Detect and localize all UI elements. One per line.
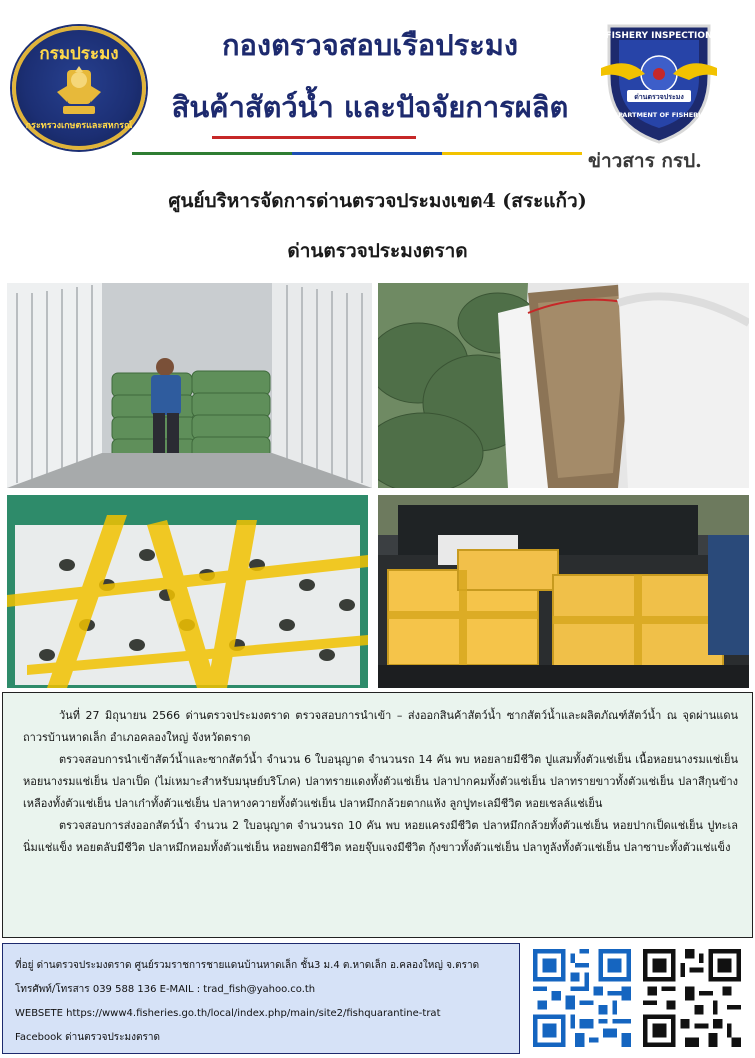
divider-blue [292, 152, 442, 155]
divider-yellow [442, 152, 582, 155]
report-paragraph-summary: วันที่ 27 มิถุนายน 2566 ด่านตรวจประมงตราด ตรวจสอบการนำเข้า – ส่งออกสินค้าสัตว์น้ำ ซากสัตว์น้ำและผลิตภัณฑ์สัตว์น้ำ ณ จุดผ่านแดนถาวรบ้านหาดเล็ก อำเภอคลองใหญ่ จังหวัดตราด [23, 709, 738, 744]
report-text-box [2, 692, 753, 938]
badge-bottom-text: DEPARTMENT OF FISHERIES [608, 111, 710, 119]
qr-code-website[interactable] [533, 943, 631, 1053]
report-paragraph-import: ตรวจสอบการนำเข้าสัตว์น้ำและซากสัตว์น้ำ จำนวน 6 ใบอนุญาต จำนวนรถ 14 คัน พบ หอยลายมีชีวิต ปูแสมทั้งตัวแช่เย็น เนื้อหอยนางรมแช่เย็น หอยนางรมแช่เย็น ปลาเป็ด (ไม่เหมาะสำหรับมนุษย์บริโภค) ปลาทรายแดงทั้งตัวแช่เย็น ปลาปากคมทั้งตัวแช่เย็น ปลาทรายขาวทั้งตัวแช่เย็น ปลาสีกุนข้างเหลืองทั้งตัวแช่เย็น ปลาเก๋าทั้งตัวแช่เย็น ปลาหางควายทั้งตัวแช่เย็น ปลาหมึกกล้วยตากแห้ง ลูกปูทะเลมีชีวิต หอยเชลล์แช่เย็น [23, 753, 738, 810]
photo-truck-container-inspection [7, 283, 372, 488]
contact-website: WEBSETE https://www4.fisheries.go.th/local/index.php/main/site2/fishquarantine-trat [15, 1008, 441, 1019]
page-title-line2: สินค้าสัตว์น้ำ และปัจจัยการผลิต [171, 90, 569, 124]
photo-sacks-closeup [378, 283, 749, 488]
divider-green [132, 152, 292, 155]
department-of-fisheries-seal [12, 26, 146, 150]
page-title-line1: กองตรวจสอบเรือประมง [221, 28, 519, 62]
subtitle-checkpoint: ด่านตรวจประมงตราด [287, 240, 468, 262]
photo-boxes-in-pickup [378, 495, 749, 688]
contact-address: ที่อยู่ ด่านตรวจประมงตราด ศูนย์รวมราชการชายแดนบ้านหาดเล็ก ชั้น3 ม.4 ต.หาดเล็ก อ.คลองใหญ่ จ.ตราด [15, 960, 480, 971]
seal-bottom-text: กระทรวงเกษตรและสหกรณ์ [25, 121, 133, 131]
contact-facebook: Facebook ด่านตรวจประมงตราด [15, 1032, 160, 1043]
subtitle-region: ศูนย์บริหารจัดการด่านตรวจประมงเขต4 (สระแก้ว) [168, 190, 587, 212]
fishery-inspection-badge [593, 18, 725, 148]
seal-top-text: กรมประมง [39, 44, 119, 64]
garuda-emblem-icon [53, 62, 105, 120]
divider-red [212, 136, 416, 139]
badge-top-text: FISHERY INSPECTION [605, 31, 713, 41]
badge-banner-text: ด่านตรวจประมง [634, 93, 684, 101]
contact-phone-email: โทรศัพท์/โทรสาร 039 588 136 E-MAIL : trad_fish@yahoo.co.th [15, 984, 316, 995]
photo-crabs-in-tray [7, 495, 368, 688]
qr-code-facebook[interactable] [643, 943, 741, 1053]
news-label: ข่าวสาร กรป. [588, 150, 702, 172]
contact-box [2, 943, 520, 1054]
report-paragraph-export: ตรวจสอบการส่งออกสัตว์น้ำ จำนวน 2 ใบอนุญาต จำนวนรถ 10 คัน พบ หอยแครงมีชีวิต ปลาหมึกกล้วยทั้งตัวแช่เย็น หอยปากเป็ดแช่เย็น ปูทะเลนิ่มแช่แข็ง หอยตลับมีชีวิต ปลาหมึกหอมทั้งตัวแช่เย็น หอยพอกมีชีวิต หอยจุ๊บแจงมีชีวิต กุ้งขาวทั้งตัวแช่เย็น ปลาทูลังทั้งตัวแช่เย็น ปลาซาบะทั้งตัวแช่แข็ง [23, 819, 738, 854]
